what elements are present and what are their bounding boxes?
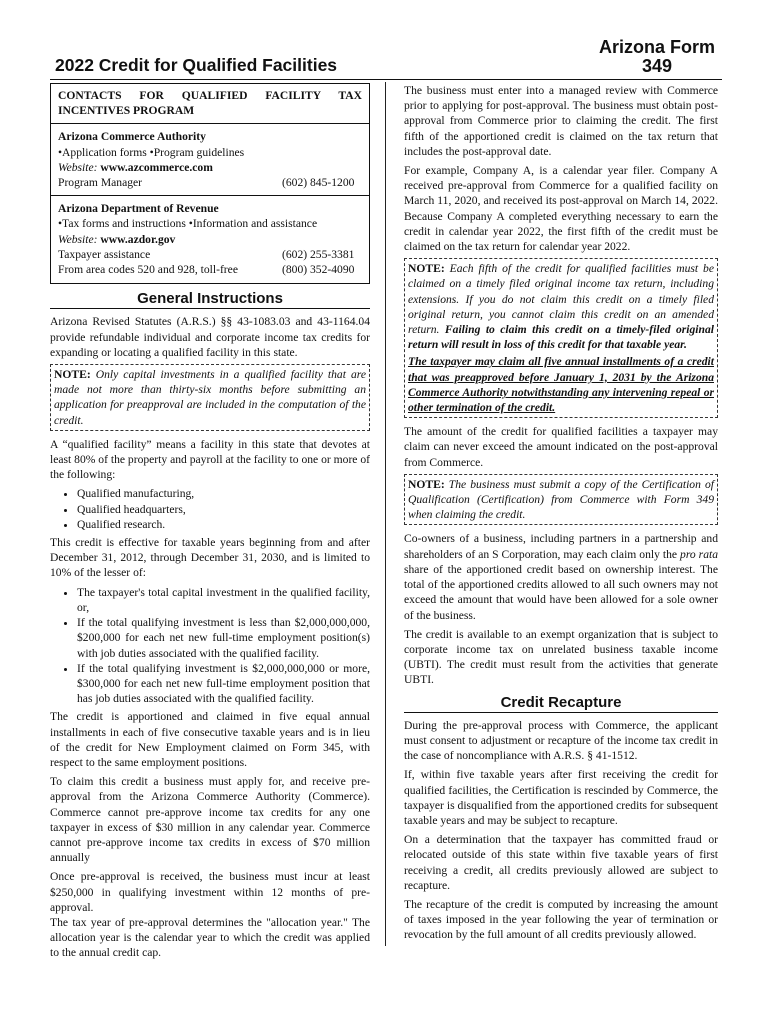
paragraph: For example, Company A, is a calendar year filer. Company A received pre-approval from Commerce for a qualified facility on March 11, 2020, and received its post-approval on March 14, 2022. Because Company A completed everything necessary to earn the credit in calendar year 2022, the first fifth of the credit must be claimed on the tax return for calendar year 2022. [404, 164, 718, 254]
paragraph: The business must enter into a managed review with Commerce prior to applying for post-approval. The business must obtain post-approval from Commerce prior to claiming the credit. The first fifth of the apportioned credit is claimed on the tax return that includes the post-approval date. [404, 84, 718, 158]
page-title: 2022 Credit for Qualified Facilities [55, 55, 338, 75]
limit-list [50, 585, 370, 707]
revenue-contact [51, 195, 369, 277]
paragraph: The recapture of the credit is computed by increasing the amount of taxes imposed in the year following the year of termination or revocation by the full amount of all credits previously allowed. [404, 897, 718, 942]
list-item: • If the total qualifying investment is $2,000,000,000 or more, $300,000 for each net new full-time employment position that has job duties associated with the qualified facility. [77, 661, 370, 707]
paragraph: The tax year of pre-approval determines the "allocation year." The allocation year is the calendar year to which the credit was applied to the annual credit cap. [50, 915, 370, 960]
paragraph: A “qualified facility” means a facility in this state that devotes at least 80% of the property and payroll at the facility to one or more of the following: [50, 437, 371, 482]
phone-label: From area codes 520 and 928, toll-free [58, 263, 238, 277]
note-box [404, 258, 718, 418]
paragraph: The credit is available to an exempt organization that is subject to corporate income tax on unrelated business taxable income (UBTI). The credit must result from the activities that generate UBTI. [404, 627, 718, 687]
phone-number: (800) 352-4090 [282, 263, 355, 277]
text-run-italic: pro rata [680, 547, 719, 561]
revenue-website-line [58, 232, 362, 247]
list-item: • If the total qualifying investment is less than $2,000,000,000, $200,000 for each net new full-time employment position(s) with job duties associated with the qualified facility. [77, 615, 370, 661]
list-item: • Qualified headquarters, [77, 502, 370, 517]
note-label: NOTE: [408, 477, 445, 491]
facility-type-list [50, 486, 370, 532]
website-label: Website: [58, 160, 98, 174]
note-warning: Failing to claim this credit on a timely-filed original return will result in loss of this credit for that taxable year. [408, 323, 714, 352]
list-item: • Qualified research. [77, 517, 370, 532]
paragraph: Arizona Revised Statutes (A.R.S.) §§ 43-1083.03 and 43-1164.04 provide refundable individual and corporate income tax credits for expanding or locating a qualified facility in this state. [50, 315, 370, 359]
credit-recapture-heading: Credit Recapture [404, 692, 718, 713]
note-label: NOTE: [54, 368, 91, 382]
website-label: Website: [58, 232, 98, 246]
revenue-name: Arizona Department of Revenue [58, 202, 219, 216]
commerce-contact [51, 123, 369, 190]
paragraph: On a determination that the taxpayer has committed fraud or relocated outside of this state within five taxable years of first receiving a credit, all credits previously allowed are subject to recapture. [404, 833, 718, 892]
text-run: Co-owners of a business, including partners in a partnership and shareholders of an S Corporation, may each claim only the [404, 532, 718, 561]
note-box [404, 474, 718, 526]
phone-number: (602) 845-1200 [282, 176, 355, 190]
revenue-phone-row [58, 247, 362, 262]
commerce-name: Arizona Commerce Authority [58, 130, 206, 144]
note-text: Only capital investments in a qualified facility that are made not more than thirty-six months before submitting an application for preapproval are included in the computation of the credit. [54, 368, 366, 427]
paragraph: To claim this credit a business must apply for, and receive pre-approval from the Arizona Commerce Authority (Commerce). Commerce cannot pre-approve income tax credits for any one taxpayer in excess of $30 million in any calendar year. Commerce cannot pre-approve income tax credits in excess of $70 million annually [50, 775, 370, 865]
commerce-website-line [58, 160, 362, 175]
paragraph [404, 531, 718, 622]
note-box [50, 364, 370, 431]
phone-label: Taxpayer assistance [58, 247, 151, 261]
commerce-services: •Application forms •Program guidelines [58, 145, 245, 159]
revenue-website-link[interactable]: www.azdor.gov [100, 232, 176, 246]
column-divider [385, 82, 386, 946]
paragraph: The amount of the credit for qualified facilities a taxpayer may claim can never exceed the amount indicated on the post-approval from Commerce. [404, 425, 718, 469]
phone-label: Program Manager [58, 176, 143, 190]
text-run: share of the apportioned credit based on ownership interest. The total of the apportioned credits allowed to all such owners may not exceed the amount that would have been allowed for a sole owner of the business. [404, 562, 718, 622]
commerce-phone-row [58, 175, 362, 190]
form-label: Arizona Form [598, 37, 715, 57]
commerce-website-link[interactable]: www.azcommerce.com [100, 160, 213, 174]
revenue-services: •Tax forms and instructions •Information and assistance [58, 217, 318, 231]
paragraph: Once pre-approval is received, the business must incur at least $250,000 in qualifying investment within 12 months of pre-approval. [50, 870, 370, 914]
contacts-heading: CONTACTS FOR QUALIFIED FACILITY TAX INCENTIVES PROGRAM [58, 89, 362, 118]
revenue-tollfree-row [58, 262, 362, 277]
form-number: 349 [641, 56, 673, 76]
contacts-box [50, 83, 370, 284]
phone-number: (602) 255-3381 [282, 247, 355, 261]
general-instructions-heading: General Instructions [50, 288, 370, 309]
list-item: • The taxpayer's total capital investment in the qualified facility, or, [77, 585, 370, 615]
right-column [404, 83, 718, 947]
list-item: • Qualified manufacturing, [77, 486, 370, 501]
left-column [50, 83, 370, 965]
form-id [599, 38, 715, 76]
paragraph: If, within five taxable years after first receiving the credit for qualified facilities, the Certification is rescinded by Commerce, the taxpayer is disqualified from the apportioned credits for subsequent taxable years and may be subject to recapture. [404, 768, 718, 827]
note-installments: The taxpayer may claim all five annual installments of a credit that was preapproved before January 1, 2031 by the Arizona Commerce Authority notwithstanding any intervening repeal or other termination of the credit. [408, 355, 714, 415]
paragraph: The credit is apportioned and claimed in five equal annual installments in each of five consecutive taxable years and is in lieu of the credit for New Employment claimed on Form 345, with respect to the same employment positions. [50, 710, 370, 769]
title-rule [50, 79, 722, 80]
paragraph: During the pre-approval process with Commerce, the applicant must consent to adjustment or recapture of the income tax credit in the case of noncompliance with A.R.S. § 41-1512. [404, 718, 718, 763]
note-label: NOTE: [408, 262, 445, 276]
paragraph: This credit is effective for taxable years beginning from and after December 31, 2012, through December 31, 2030, and is limited to 10% of the lesser of: [50, 536, 370, 580]
note-text: Each fifth of the credit for qualified facilities must be claimed on a timely filed original income tax return, including extensions. If you do not claim this credit on a timely filed original return, you cannot claim this credit on an amended return. [408, 262, 714, 337]
note-text: The business must submit a copy of the Certification of Qualification (Certification) from Commerce with Form 349 when claiming the credit. [408, 477, 714, 522]
